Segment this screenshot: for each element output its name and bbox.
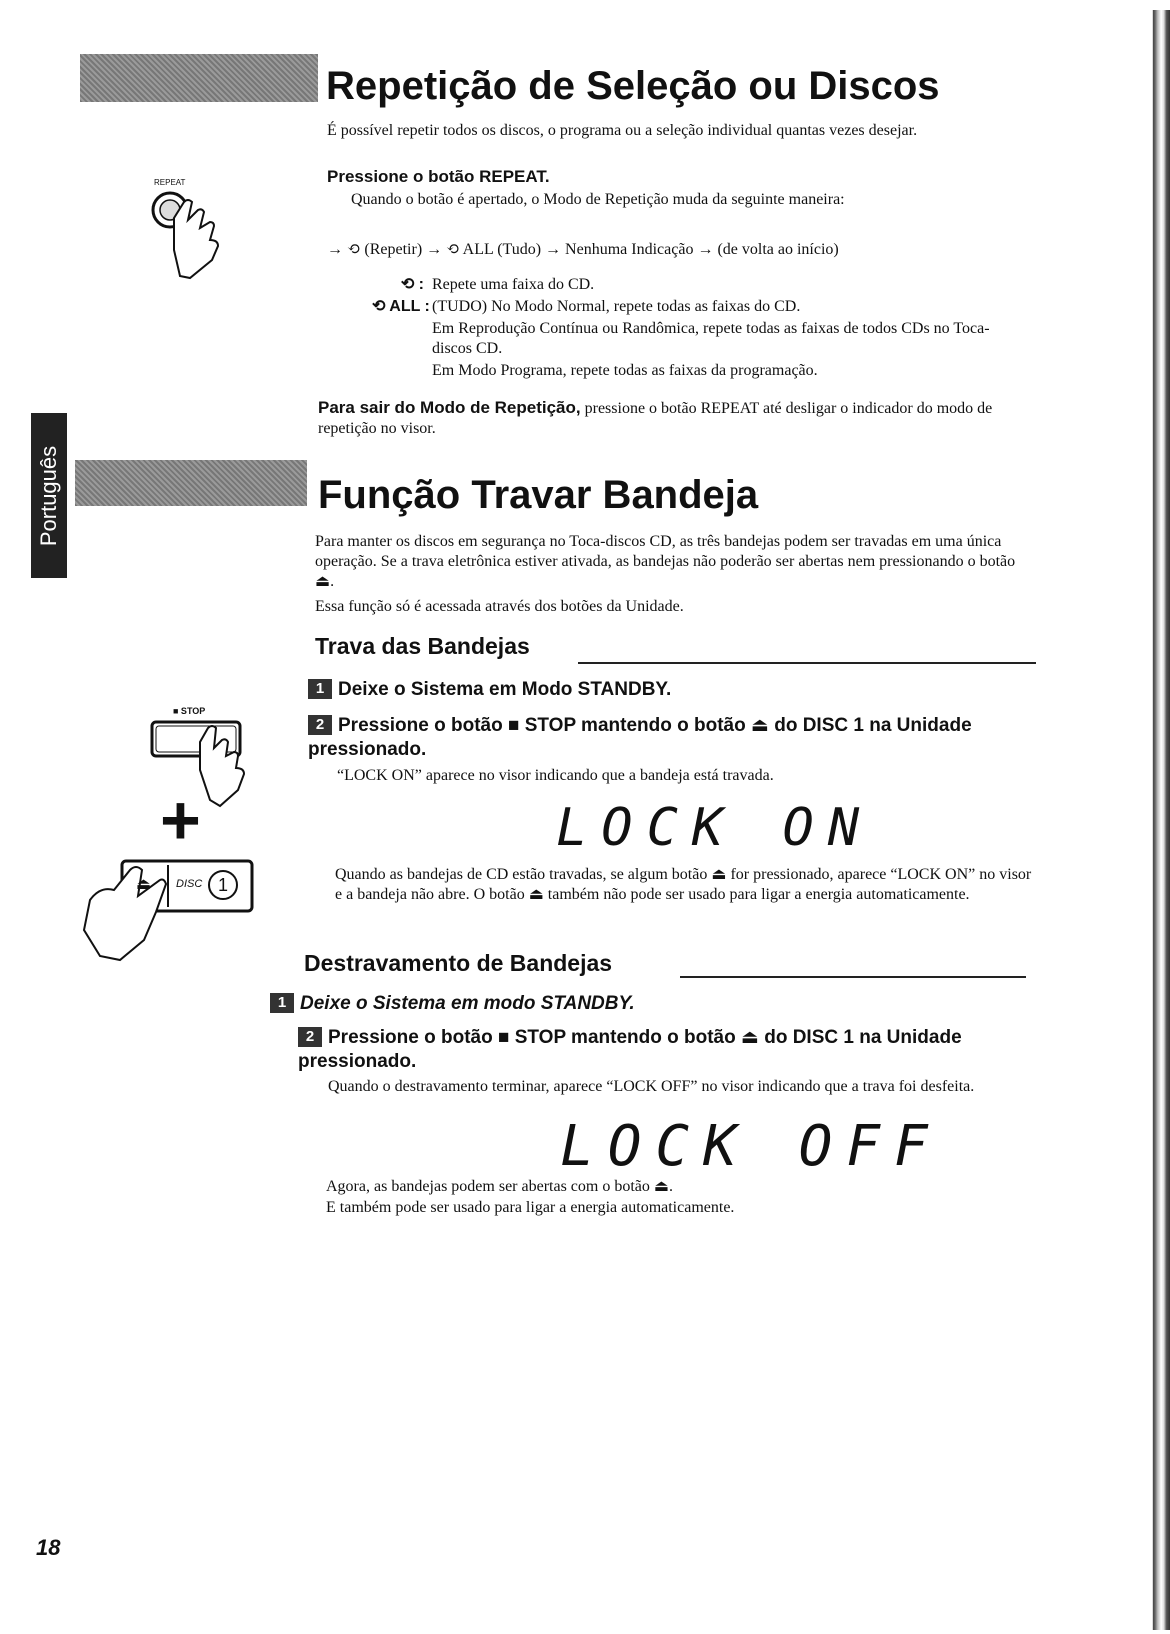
- lock-intro: Para manter os discos em segurança no Toca-discos CD, as três bandejas podem ser travadas em uma única operação. Se a trava eletrônica estiver ativada, as bandejas não poderão ser abertas nem pressionando o botão ⏏.: [315, 533, 1016, 590]
- unlock-heading: Destravamento de Bandejas: [304, 950, 613, 976]
- def-row-one: [372, 275, 1032, 295]
- repeat-button-label: REPEAT: [154, 178, 186, 187]
- repeat-desc: Quando o botão é apertado, o Modo de Repetição muda da seguinte maneira:: [351, 191, 845, 208]
- lock-note: Quando as bandejas de CD estão travadas, se algum botão ⏏ for pressionado, aparece “LOCK ON” no visor e a bandeja não abre. O botão ⏏ também não pode ser usado para ligar a energia automaticamente.: [335, 866, 1032, 903]
- unlock-heading-rule: [680, 976, 1026, 978]
- def-row-all: [372, 297, 1032, 317]
- repeat-sequence: → ⟲ (Repetir) → ⟲ ALL (Tudo) → Nenhuma Indicação → (de volta ao início): [327, 241, 839, 258]
- page-number: 18: [36, 1535, 61, 1560]
- def-term-all: ⟲ ALL :: [372, 298, 430, 315]
- lock-off-display: LOCK OFF: [560, 1114, 942, 1179]
- exit-repeat-lead: Para sair do Modo de Repetição,: [318, 398, 581, 417]
- disc-number-badge: 1: [208, 870, 238, 900]
- unlock-step-2-number: 2: [298, 1027, 322, 1047]
- pressing-hand-icon: [140, 180, 270, 280]
- exit-repeat-paragraph: [318, 398, 1038, 439]
- def-more-program: Em Modo Programa, repete todas as faixas da programação.: [432, 362, 818, 379]
- def-text-all: (TUDO) No Modo Normal, repete todas as faixas do CD.: [432, 298, 801, 315]
- section-title-bar: [80, 54, 318, 102]
- plus-sign: +: [160, 781, 201, 859]
- lock-step-2-note: “LOCK ON” aparece no visor indicando que a bandeja está travada.: [337, 767, 774, 784]
- language-tab-label: Português: [36, 445, 61, 546]
- exit-repeat-text: pressione o botão REPEAT até desligar o indicador do modo de repetição no visor.: [318, 400, 993, 437]
- disc-label: DISC: [176, 878, 203, 890]
- unlock-after-2: E também pode ser usado para ligar a energia automaticamente.: [326, 1199, 735, 1216]
- def-text-one: Repete uma faixa do CD.: [432, 276, 595, 293]
- def-more-continuous: Em Reprodução Contínua ou Randômica, repete todas as faixas de todos CDs no Toca-discos CD.: [432, 320, 990, 357]
- lock-step-1-text: Deixe o Sistema em Modo STANDBY.: [338, 679, 672, 700]
- lock-on-display: LOCK ON: [556, 798, 874, 858]
- repeat-intro: É possível repetir todos os discos, o programa ou a seleção individual quantas vezes desejar.: [327, 122, 918, 139]
- lock-heading: Trava das Bandejas: [315, 633, 530, 659]
- section-title-bar-lock: [75, 460, 307, 506]
- repeat-definitions: [372, 275, 1032, 381]
- unlock-after-1: Agora, as bandejas podem ser abertas com o botão ⏏.: [326, 1178, 674, 1195]
- repeat-button-illustration: [140, 180, 270, 280]
- language-tab: [31, 413, 67, 578]
- unlock-step-2-note: Quando o destravamento terminar, aparece “LOCK OFF” no visor indicando que a trava foi desfeita.: [328, 1078, 975, 1095]
- unlock-step-1-text: Deixe o Sistema em modo STANDBY.: [300, 993, 635, 1014]
- press-repeat-lead: Pressione o botão REPEAT.: [327, 167, 550, 186]
- stop-button-label: ■ STOP: [173, 706, 206, 716]
- lock-intro-2: Essa função só é acessada através dos botões da Unidade.: [315, 598, 684, 615]
- lock-step-2: [308, 714, 988, 762]
- lock-step-1-number: 1: [308, 679, 332, 699]
- section-title-lock: Função Travar Bandeja: [318, 473, 759, 517]
- unlock-step-1-number: 1: [270, 993, 294, 1013]
- unlock-step-1: [270, 992, 970, 1016]
- unlock-step-2: [298, 1026, 978, 1074]
- def-term-one: ⟲ :: [400, 276, 424, 293]
- lock-step-2-number: 2: [308, 715, 332, 735]
- eject-icon: ⏏: [136, 876, 152, 893]
- lock-step-2-text: Pressione o botão ■ STOP mantendo o botão ⏏ do DISC 1 na Unidade pressionado.: [308, 715, 972, 760]
- lock-illustration: [60, 690, 280, 980]
- page-edge-shadow: [1126, 10, 1170, 1630]
- lock-step-1: [308, 678, 1008, 702]
- lock-heading-rule: [578, 662, 1036, 664]
- section-title-repeat: Repetição de Seleção ou Discos: [326, 64, 940, 108]
- unlock-step-2-text: Pressione o botão ■ STOP mantendo o botão ⏏ do DISC 1 na Unidade pressionado.: [298, 1027, 962, 1072]
